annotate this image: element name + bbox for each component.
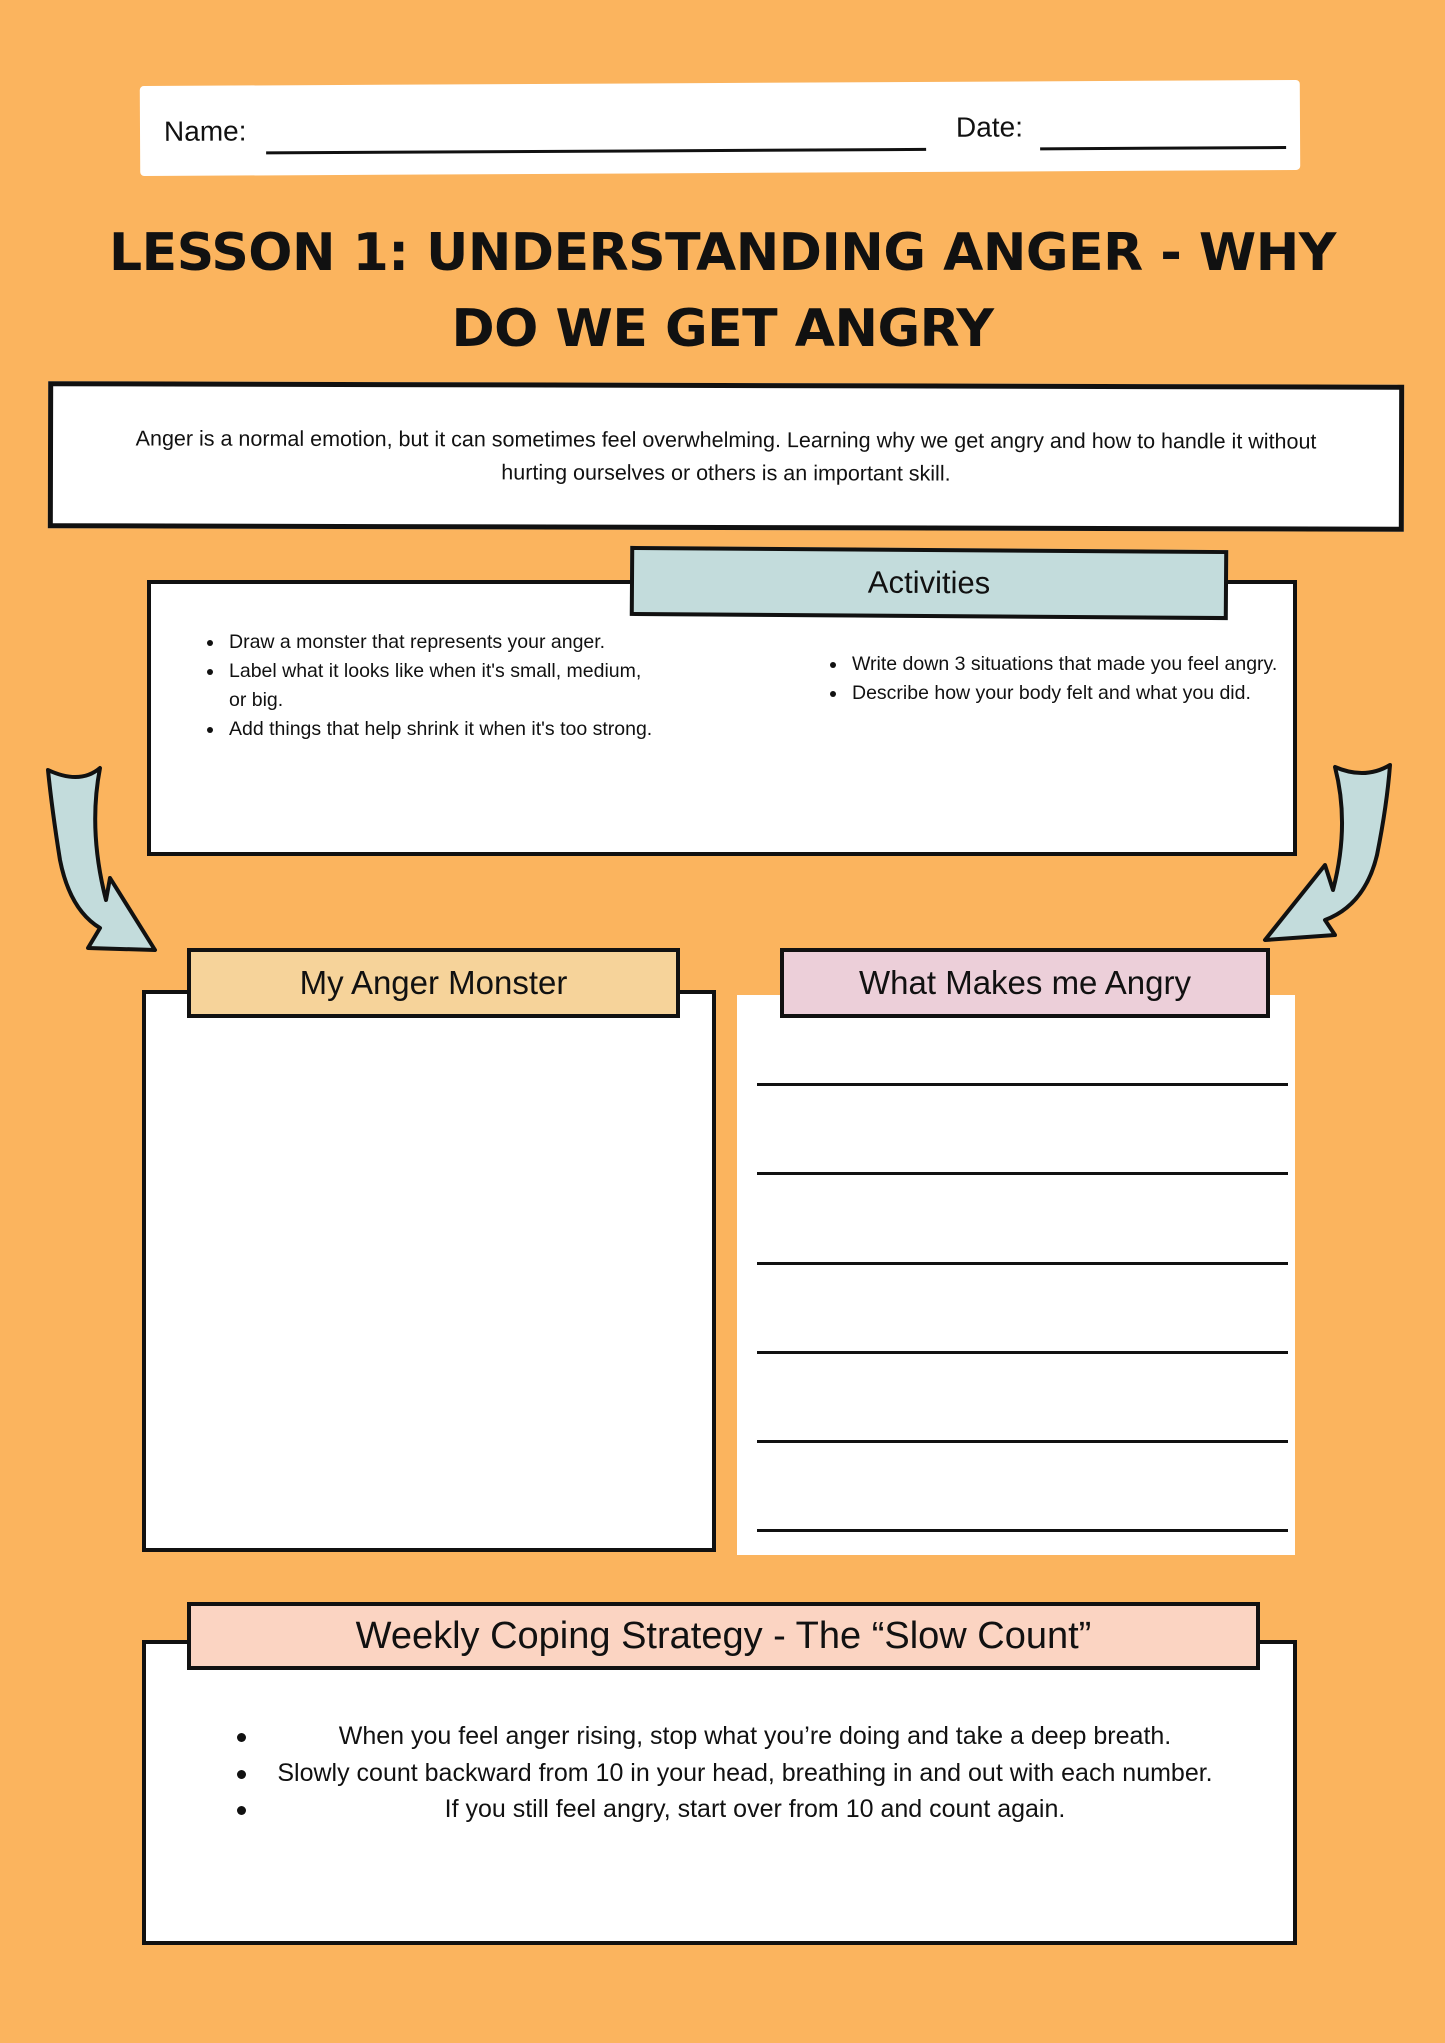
intro-box [48,381,1404,532]
list-item [215,1718,1235,1755]
coping-list [215,1718,1235,1828]
name-input-line[interactable] [266,148,926,154]
coping-tab [187,1602,1260,1670]
page-title: LESSON 1: UNDERSTANDING ANGER - WHY DO WE GET ANGRY [109,223,1336,359]
bullet-icon [237,1733,246,1742]
list-item: • Describe how your body felt and what you did. [848,679,1278,708]
activities-list-right [818,650,1278,708]
date-input-line[interactable] [1040,146,1286,150]
list-item: • Write down 3 situations that made you feel angry. [848,650,1278,679]
list-item: • Label what it looks like when it's small, medium, or big. [225,657,655,715]
writing-line[interactable] [757,1440,1288,1443]
angry-heading: What Makes me Angry [859,964,1191,1001]
angry-writing-area [737,995,1295,1555]
date-label: Date: [955,111,1024,143]
writing-line[interactable] [757,1172,1288,1175]
bullet-icon [237,1806,246,1815]
angry-tab [780,948,1270,1018]
list-item: • Add things that help shrink it when it's too strong. [225,715,655,744]
list-item: • Draw a monster that represents your anger. [225,628,655,657]
name-date-bar [140,80,1300,176]
monster-heading: My Anger Monster [299,964,568,1001]
coping-item-text: Slowly count backward from 10 in your head, breathing in and out with each number. [277,1758,1213,1787]
writing-line[interactable] [757,1262,1288,1265]
intro-text: Anger is a normal emotion, but it can sometimes feel overwhelming. Learning why we get angry and how to handle it without hurting ourselves or others is an important skill. [135,425,1317,486]
list-item [215,1791,1235,1828]
bullet-icon [237,1770,246,1779]
activities-tab [630,546,1228,620]
writing-line[interactable] [757,1083,1288,1086]
writing-line[interactable] [757,1351,1288,1354]
writing-line[interactable] [757,1529,1288,1532]
coping-item-text: When you feel anger rising, stop what you’re doing and take a deep breath. [338,1722,1172,1750]
activities-list-left [195,628,655,744]
coping-item-text: If you still feel angry, start over from 10 and count again. [444,1795,1066,1823]
name-label: Name: [163,115,247,147]
monster-tab [187,948,680,1018]
coping-heading: Weekly Coping Strategy - The “Slow Count” [355,1614,1092,1657]
activities-heading: Activities [867,564,991,601]
list-item [215,1755,1235,1792]
monster-drawing-area[interactable] [142,990,716,1552]
